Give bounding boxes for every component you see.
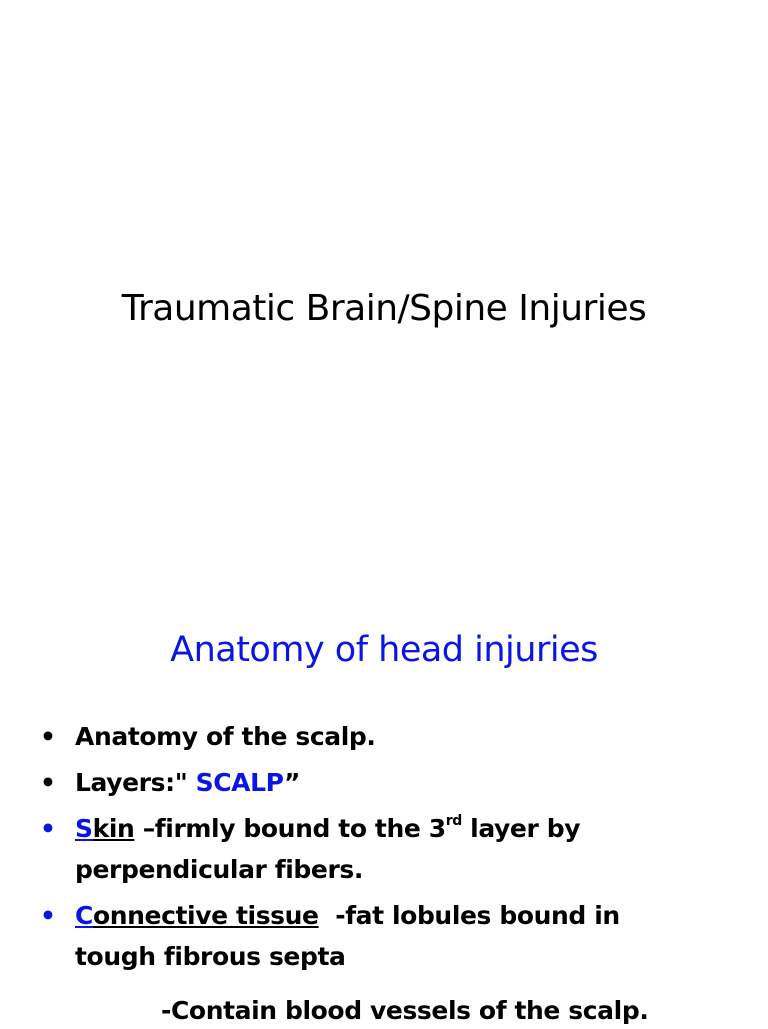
slide-2-title: Anatomy of head injuries xyxy=(170,630,598,670)
bullet-text: –firmly bound to the 3 xyxy=(134,814,446,843)
list-item xyxy=(40,895,760,977)
bullet-list xyxy=(40,716,760,982)
bullet-dot: • xyxy=(40,814,56,843)
bullet-text-line2: tough fibrous septa xyxy=(75,942,346,971)
bullet-dot: • xyxy=(40,722,56,751)
bullet-dot: • xyxy=(40,901,56,930)
sub-note: -Contain blood vessels of the scalp. xyxy=(161,996,649,1025)
layer-term: onnective tissue xyxy=(92,901,319,930)
bullet-dot: • xyxy=(40,768,56,797)
superscript: rd xyxy=(445,812,462,829)
layer-term: kin xyxy=(92,814,135,843)
bullet-prefix: Layers:" xyxy=(75,768,196,797)
bullet-suffix: ” xyxy=(284,768,301,797)
acronym-letter: S xyxy=(75,814,93,843)
acronym-letter: C xyxy=(75,901,93,930)
bullet-text-cont: layer by xyxy=(461,814,581,843)
bullet-text-line2: perpendicular fibers. xyxy=(75,855,363,884)
list-item xyxy=(40,716,760,757)
scalp-acronym: SCALP xyxy=(195,768,285,797)
slide-1-title: Traumatic Brain/Spine Injuries xyxy=(121,288,647,329)
bullet-text: -fat lobules bound in xyxy=(318,901,620,930)
list-item xyxy=(40,808,760,890)
list-item xyxy=(40,762,760,803)
bullet-text: Anatomy of the scalp. xyxy=(75,722,376,751)
